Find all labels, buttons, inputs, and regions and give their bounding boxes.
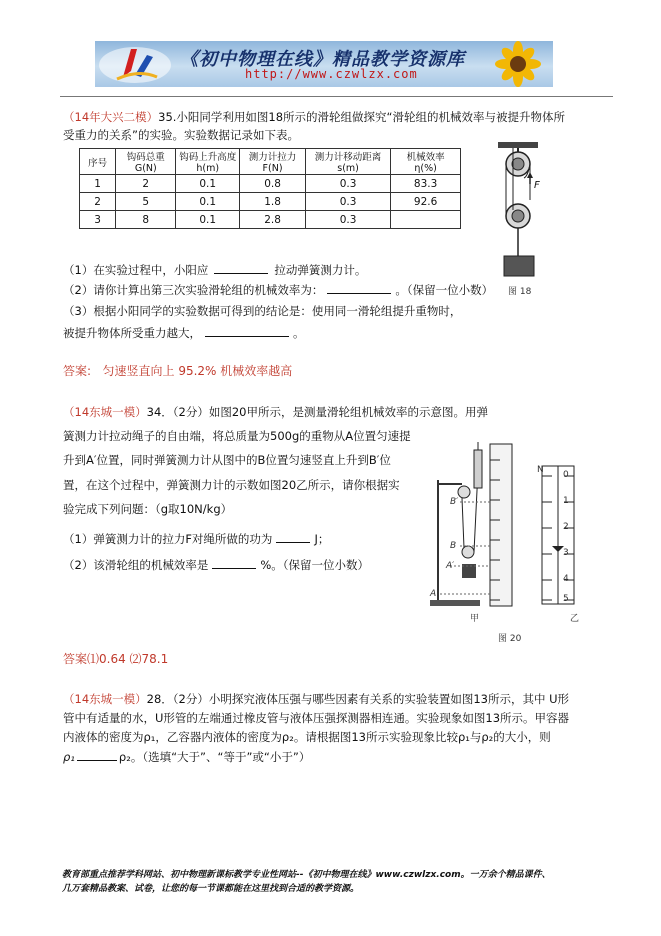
logo-icon [95,41,175,87]
answer-blank[interactable] [77,748,117,761]
answer-blank[interactable] [205,324,289,337]
q1-sub1: （1）在实验过程中，小阳应 拉动弹簧测力计。 [63,263,367,277]
ruler-tick-label: 0 [563,470,569,480]
q3-text-3: 内液体的密度为ρ₁，乙容器内液体的密度为ρ₂。请根据图13所示实验现象比较ρ₁与ρ₂的大小，则 [63,730,551,744]
header-cell: 序号 [80,149,116,175]
measurement-figure-20 [420,440,600,620]
q3-source: （14东城一模） [63,692,147,706]
fig18-caption: 图 18 [508,287,532,297]
q1-data-table [79,148,461,229]
q1-answer: 答案: 匀速竖直向上 95.2% 机械效率越高 [63,364,293,378]
q2-text-5: 验完成下列问题：（g取10N/kg） [63,502,233,516]
point-label: A [430,589,437,599]
header-cell: 测力计拉力 F(N) [240,149,306,175]
q1-text-2: 受重力的关系”的实验。实验数据记录如下表。 [63,128,299,142]
answer-blank[interactable] [214,261,268,274]
q2-text-3: 升到A′位置，同时弹簧测力计从图中的B位置匀速竖直上升到B′位 [63,453,391,467]
page-footer [62,868,622,896]
fig20-unit-label: N [537,465,544,475]
header-cell: 机械效率 η(%) [391,149,461,175]
q1-source: （14年大兴二模） [63,110,159,124]
answer-blank[interactable] [212,556,256,569]
footer-line-2: 几万套精品教案、试卷，让您的每一节课都能在这里找到合适的教学资源。 [62,884,360,894]
ruler-tick-label: 5 [563,594,569,604]
q1-line1 [63,109,565,125]
fig20-jia-label: 甲 [470,614,480,624]
banner-url: http://www.czwlzx.com [245,67,418,81]
answer-blank[interactable] [276,530,310,543]
q1-sub2: （2）请你计算出第三次实验滑轮组的机械效率为： 。（保留一位小数） [63,283,494,297]
answer-blank[interactable] [327,281,391,294]
point-label: A′ [446,561,455,571]
ruler-tick-label: 2 [563,522,569,532]
point-label: B′ [450,497,459,507]
table-row: 1 2 0.1 0.8 0.3 83.3 [80,175,461,193]
table-row: 2 5 0.1 1.8 0.3 92.6 [80,193,461,211]
q3-text-2: 管中有适量的水，U形管的左端通过橡皮管与液体压强探测器相连通。实验现象如图13所示。甲容器 [63,711,570,725]
q3-line1: （14东城一模）28．（2分）小明探究液体压强与哪些因素有关系的实验装置如图13所示，其中 U形 [63,692,570,706]
q2-answer: 答案⑴0.64 ⑵78.1 [63,652,169,666]
q1-sub3-line2: 被提升物体所受重力越大， 。 [63,326,305,340]
q2-line1: （14东城一模）34．（2分）如图20甲所示，是测量滑轮组机械效率的示意图。用弹 [63,405,488,419]
header-cell: 测力计移动距离 s(m) [305,149,390,175]
sunflower-icon [483,41,553,87]
q2-source: （14东城一模） [63,405,147,419]
fig18-force-label: F [534,180,540,191]
header-cell: 钩码上升高度 h(m) [176,149,240,175]
q1-sub3-line1: （3）根据小阳同学的实验数据可得到的结论是：使用同一滑轮组提升重物时， [63,304,462,318]
q2-text-2: 簧测力计拉动绳子的自由端，将总质量为500g的重物从A位置匀速提 [63,429,411,443]
fig20-yi-label: 乙 [570,614,580,624]
footer-line-1: 教育部重点推荐学科网站、初中物理新课标教学专业性网站--《初中物理在线》www.czwlzx.com。一万余个精品课件、 [62,870,551,880]
banner-title: 《初中物理在线》精品教学资源库 [180,49,465,70]
q1-text-1: 35.小阳同学利用如图18所示的滑轮组做探究“滑轮组的机械效率与被提升物体所 [158,110,566,124]
table-row: 3 8 0.1 2.8 0.3 [80,211,461,229]
ruler-tick-label: 4 [563,574,569,584]
q3-line4: ρ₁ ρ₂。（选填“大于”、“等于”或“小于”） [63,750,311,764]
header-cell: 钩码总重 G(N) [116,149,176,175]
table-header-row [80,149,461,175]
site-banner [95,41,553,87]
fig20-caption: 图 20 [498,634,522,644]
pulley-figure-18 [488,140,554,280]
point-label: B [450,541,457,551]
ruler-tick-label: 3 [563,548,569,558]
q2-text-4: 置，在这个过程中，弹簧测力计的示数如图20乙所示，请你根据实 [63,478,400,492]
header-divider [60,96,613,97]
q2-sub1: （1）弹簧测力计的拉力F对绳所做的功为 J； [63,532,330,546]
q2-sub2: （2）该滑轮组的机械效率是 %。（保留一位小数） [63,558,370,572]
ruler-tick-label: 1 [563,496,569,506]
